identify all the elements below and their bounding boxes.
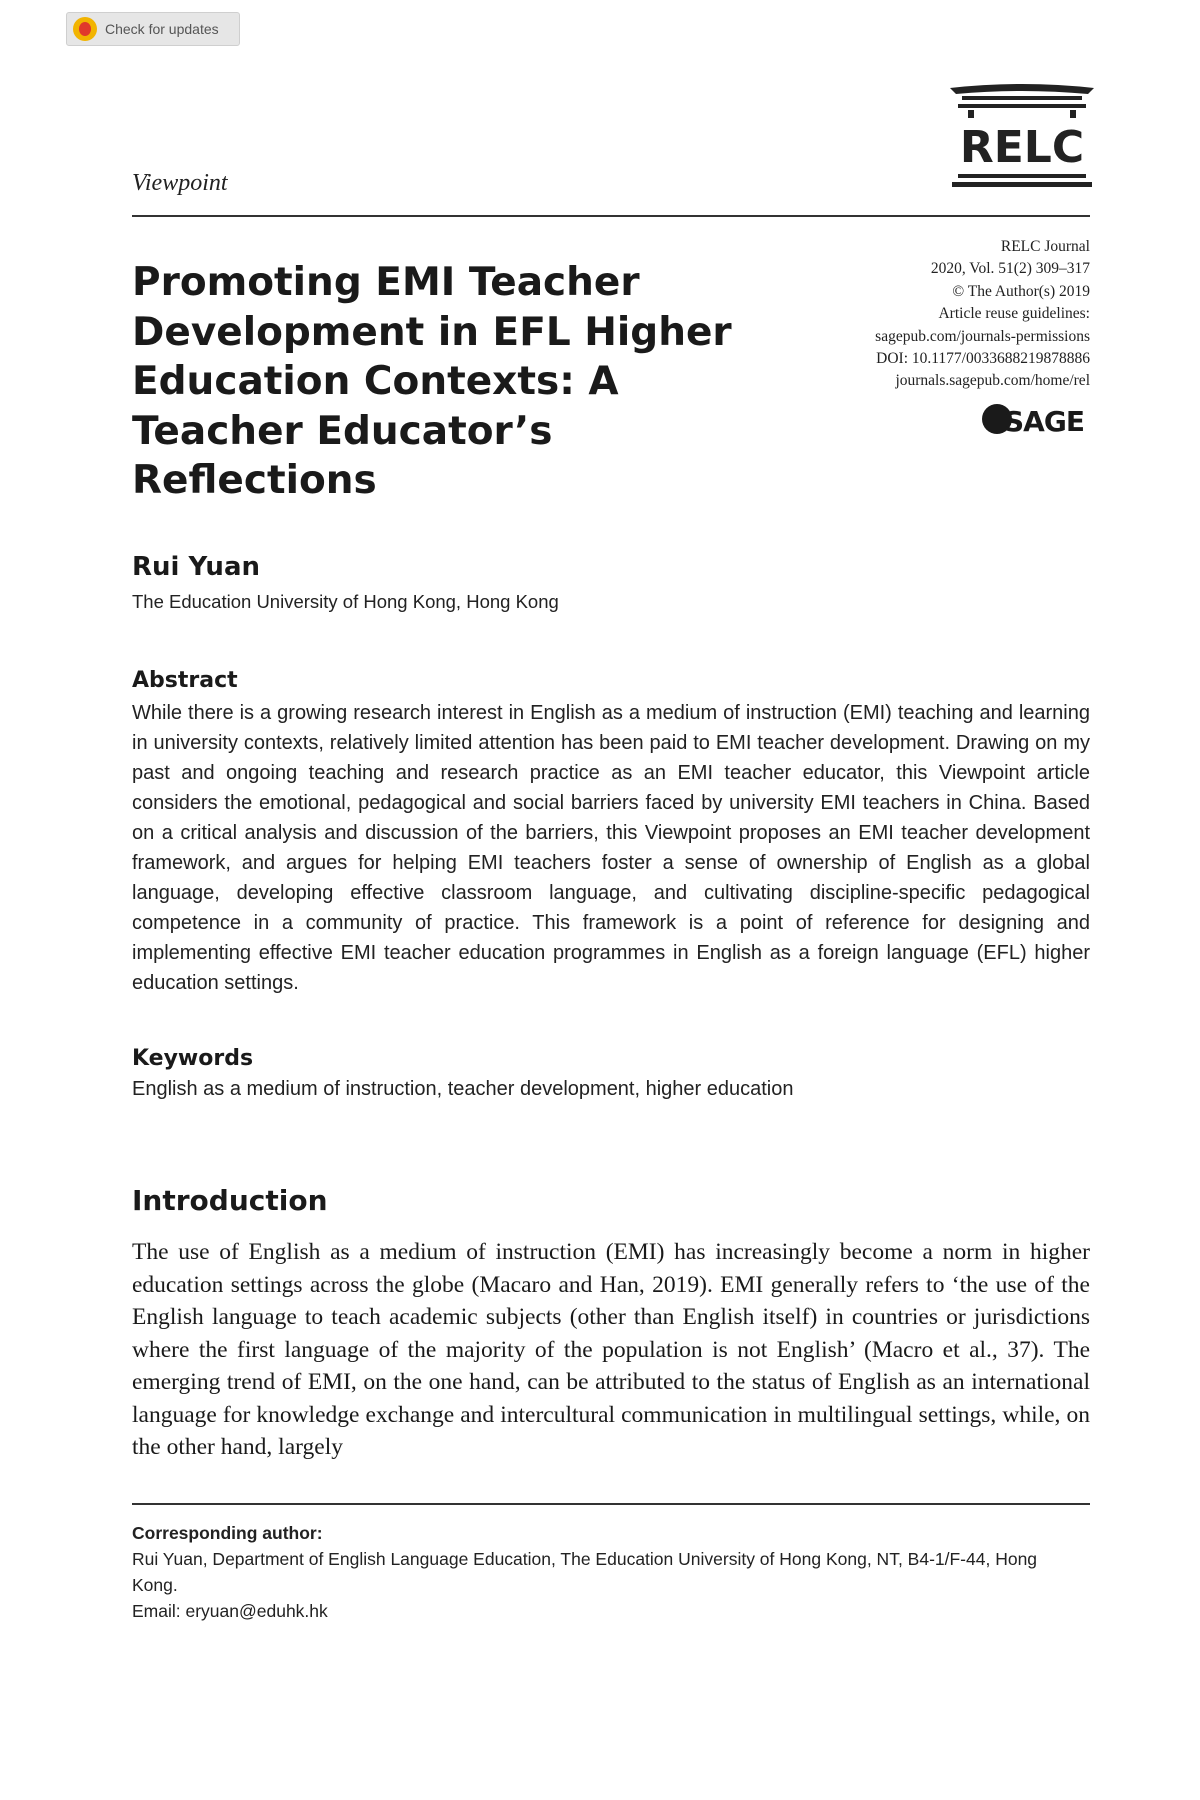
doi[interactable]: DOI: 10.1177/0033688219878886 bbox=[876, 350, 1090, 368]
footnote-divider bbox=[132, 1503, 1090, 1505]
logo-text: RELC bbox=[959, 122, 1085, 173]
keywords-text: English as a medium of instruction, teacher development, higher education bbox=[132, 1078, 794, 1100]
article-type-label: Viewpoint bbox=[132, 170, 228, 196]
journal-metadata bbox=[760, 236, 1090, 393]
corresponding-author-address: Rui Yuan, Department of English Language Education, The Education University of Hong Kong, NT, B4-1/F-44, Hong Kong. bbox=[132, 1549, 1038, 1595]
introduction-heading: Introduction bbox=[132, 1184, 328, 1217]
sage-publisher-logo bbox=[980, 400, 1092, 438]
corresponding-author-heading: Corresponding author: bbox=[132, 1523, 323, 1543]
keywords-heading: Keywords bbox=[132, 1046, 254, 1071]
author-name: Rui Yuan bbox=[132, 552, 260, 582]
reuse-guidelines: Article reuse guidelines: bbox=[938, 305, 1090, 323]
update-check-icon bbox=[73, 17, 97, 41]
copyright-notice: © The Author(s) 2019 bbox=[952, 282, 1090, 300]
corresponding-author-email[interactable]: Email: eryuan@eduhk.hk bbox=[132, 1601, 328, 1621]
permissions-link[interactable]: sagepub.com/journals-permissions bbox=[875, 327, 1090, 345]
journal-name: RELC Journal bbox=[1000, 238, 1090, 255]
relc-journal-logo bbox=[948, 82, 1096, 194]
article-title: Promoting EMI Teacher Development in EFL Higher Education Contexts: A Teacher Educator’s Reflections bbox=[132, 260, 732, 503]
author-affiliation: The Education University of Hong Kong, Hong Kong bbox=[132, 591, 559, 612]
journal-volume: 2020, Vol. 51(2) 309–317 bbox=[930, 260, 1090, 278]
header-divider bbox=[132, 215, 1090, 217]
abstract-text: While there is a growing research interest in English as a medium of instruction (EMI) teaching and learning in university contexts, relatively limited attention has been paid to EMI teacher development. Drawing on my past and ongoing teaching and research practice as an EMI teacher educator, this Viewpoint article considers the emotional, pedagogical and social barriers faced by university EMI teachers in China. Based on a critical analysis and discussion of the barriers, this Viewpoint proposes an EMI teacher development framework, and argues for helping EMI teachers foster a sense of ownership of English as a global language, developing effective classroom language, and cultivating discipline-specific pedagogical competence in a community of practice. This framework is a point of reference for designing and implementing effective EMI teacher education programmes in English as a foreign language (EFL) higher education settings. bbox=[132, 702, 1090, 994]
abstract-heading: Abstract bbox=[132, 668, 238, 693]
corresponding-author-note bbox=[132, 1520, 1052, 1624]
journal-homepage-link[interactable]: journals.sagepub.com/home/rel bbox=[895, 372, 1090, 390]
check-for-updates-button[interactable] bbox=[66, 12, 240, 46]
introduction-text: The use of English as a medium of instruction (EMI) has increasingly become a norm in higher education settings across the globe (Macaro and Han, 2019). EMI generally refers to ‘the use of the English language to teach academic subjects (other than English itself) in countries or jurisdictions where the first language of the majority of the population is not English’ (Macro et al., 37). The emerging trend of EMI, on the one hand, can be attributed to the status of English as an international language for knowledge exchange and intercultural communication in multilingual settings, while, on the other hand, largely bbox=[132, 1239, 1090, 1460]
sage-logo-text: SAGE bbox=[1004, 405, 1084, 438]
check-for-updates-label: Check for updates bbox=[105, 21, 219, 37]
